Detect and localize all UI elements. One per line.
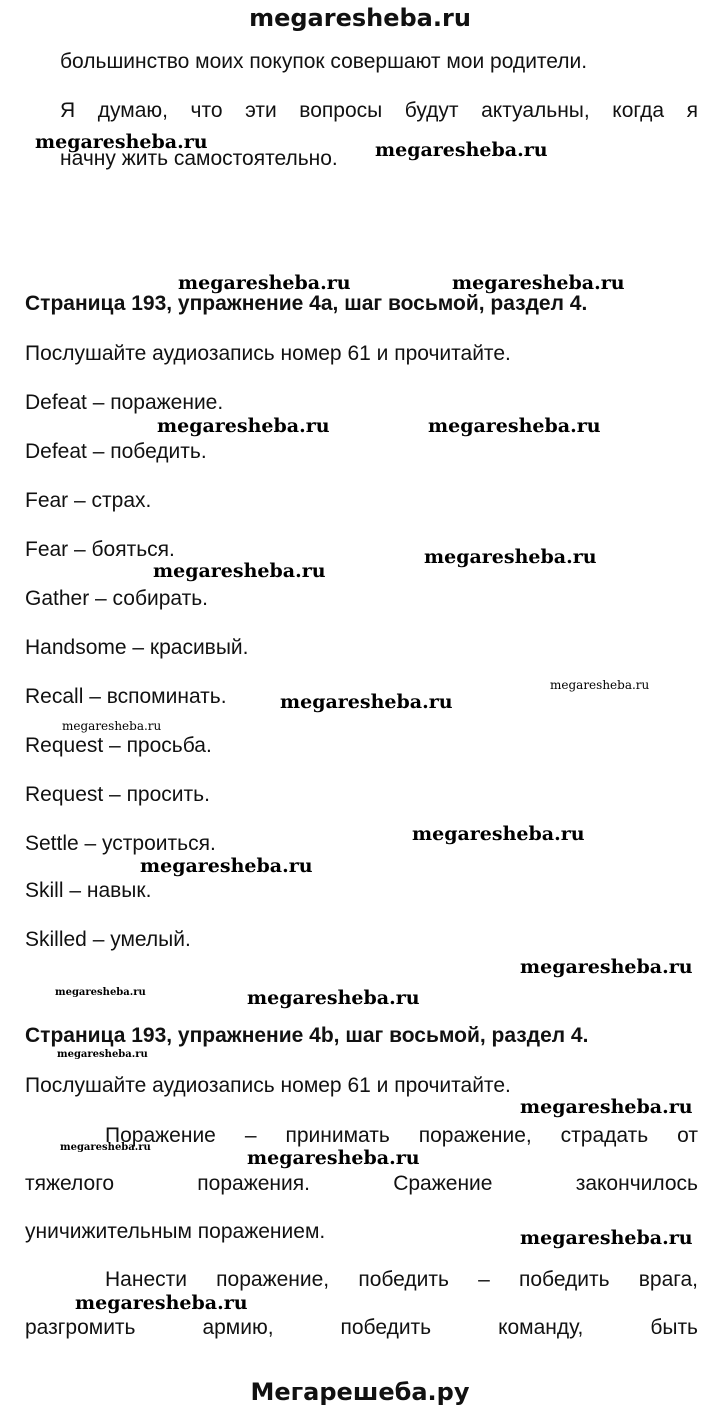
vocab-item: Gather – собирать.: [25, 587, 209, 610]
watermark: megaresheba.ru: [247, 1147, 420, 1169]
watermark: megaresheba.ru: [75, 1292, 248, 1314]
vocab-item: Fear – бояться.: [25, 538, 175, 561]
intro-paragraph-1: большинство моих покупок совершают мои родители.: [60, 50, 588, 73]
watermark: megaresheba.ru: [140, 855, 313, 877]
watermark: megaresheba.ru: [520, 956, 693, 978]
site-header: megaresheba.ru: [249, 4, 471, 32]
vocab-item: Request – просьба.: [25, 734, 212, 757]
watermark: megaresheba.ru: [520, 1096, 693, 1118]
watermark: megaresheba.ru: [178, 272, 351, 294]
vocab-item: Settle – устроиться.: [25, 832, 216, 855]
vocab-item: Skill – навык.: [25, 879, 152, 902]
section-4b-paragraph-1-line-1: Поражение – принимать поражение, страдать от: [105, 1124, 698, 1147]
vocab-item: Handsome – красивый.: [25, 636, 249, 659]
watermark: megaresheba.ru: [424, 546, 597, 568]
section-4a-instruction: Послушайте аудиозапись номер 61 и прочитайте.: [25, 342, 511, 365]
section-4b-paragraph-2-line-1: Нанести поражение, победить – победить врага,: [105, 1268, 698, 1291]
section-4b-paragraph-1-line-2: тяжелого поражения. Сражение закончилось: [25, 1172, 698, 1195]
vocab-item: Recall – вспоминать.: [25, 685, 227, 708]
site-footer: Мегарешеба.ру: [250, 1378, 470, 1406]
vocab-item: Request – просить.: [25, 783, 210, 806]
watermark: megaresheba.ru: [428, 415, 601, 437]
watermark: megaresheba.ru: [60, 1142, 151, 1153]
watermark: megaresheba.ru: [452, 272, 625, 294]
watermark: megaresheba.ru: [57, 1049, 148, 1060]
watermark: megaresheba.ru: [153, 560, 326, 582]
vocab-item: Fear – страх.: [25, 489, 152, 512]
vocab-item: Skilled – умелый.: [25, 928, 191, 951]
section-4b-paragraph-1-line-3: уничижительным поражением.: [25, 1220, 326, 1243]
watermark: megaresheba.ru: [520, 1227, 693, 1249]
watermark: megaresheba.ru: [35, 131, 208, 153]
section-4b-heading: Страница 193, упражнение 4b, шаг восьмой, раздел 4.: [25, 1024, 589, 1047]
section-4a-heading: Страница 193, упражнение 4a, шаг восьмой, раздел 4.: [25, 292, 588, 315]
watermark: megaresheba.ru: [550, 678, 650, 692]
intro-paragraph-2-line-1: Я думаю, что эти вопросы будут актуальны, когда я: [60, 99, 698, 122]
vocab-item: Defeat – победить.: [25, 440, 207, 463]
section-4b-instruction: Послушайте аудиозапись номер 61 и прочитайте.: [25, 1074, 511, 1097]
watermark: megaresheba.ru: [157, 415, 330, 437]
intro-paragraph-2-line-2: начну жить самостоятельно.: [60, 147, 338, 170]
section-4b-paragraph-2-line-2: разгромить армию, победить команду, быть: [25, 1316, 698, 1339]
watermark: megaresheba.ru: [247, 987, 420, 1009]
watermark: megaresheba.ru: [412, 823, 585, 845]
watermark: megaresheba.ru: [55, 987, 146, 998]
watermark: megaresheba.ru: [62, 719, 162, 733]
vocab-item: Defeat – поражение.: [25, 391, 224, 414]
watermark: megaresheba.ru: [375, 139, 548, 161]
watermark: megaresheba.ru: [280, 691, 453, 713]
